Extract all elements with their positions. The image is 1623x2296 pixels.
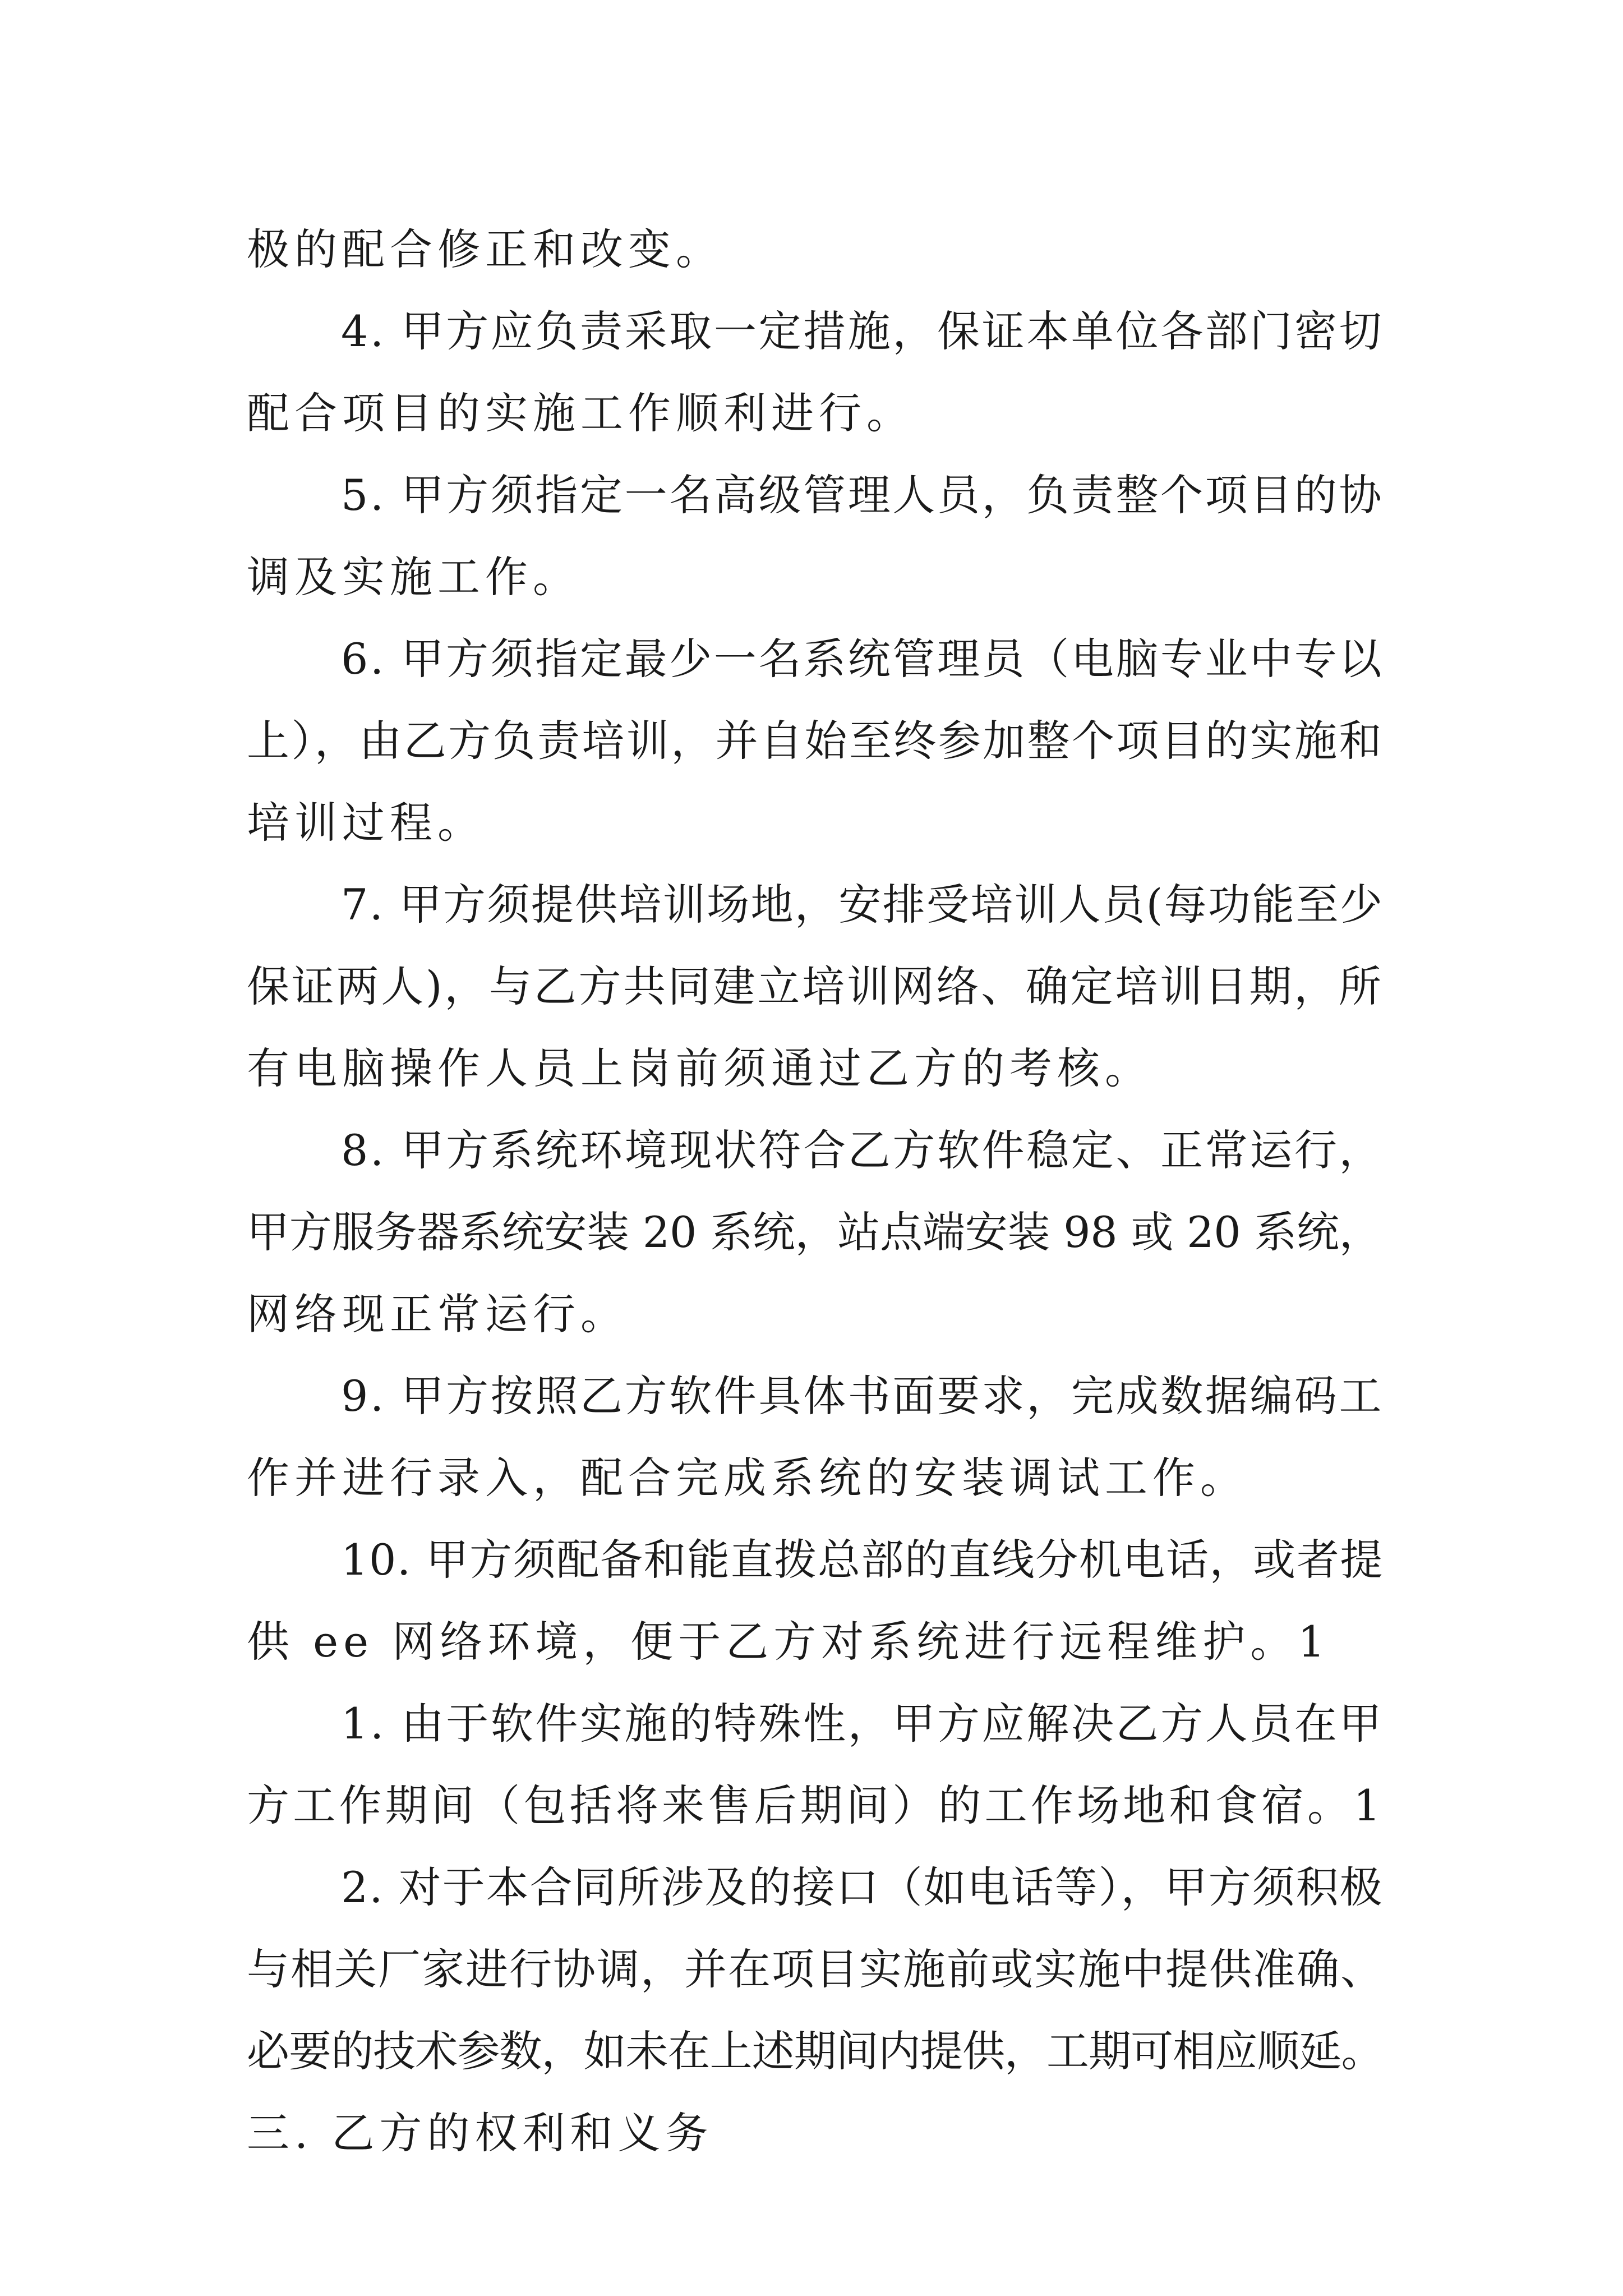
text-line: 与相关厂家进行协调，并在项目实施前或实施中提供准确、 <box>247 1944 1384 1994</box>
text-line: 9. 甲方按照乙方软件具体书面要求，完成数据编码工 <box>341 1371 1384 1421</box>
text-line: 保证两人)，与乙方共同建立培训网络、确定培训日期，所 <box>247 961 1384 1011</box>
text-line: 网络现正常运行。 <box>247 1289 628 1339</box>
text-line: 必要的技术参数，如未在上述期间内提供，工期可相应顺延。 <box>247 2026 1384 2076</box>
text-line: 8. 甲方系统环境现状符合乙方软件稳定、正常运行， <box>341 1125 1384 1175</box>
paragraph-item-11 <box>247 1683 1391 1847</box>
section-heading-text: 三. 乙方的权利和义务 <box>247 2108 713 2158</box>
text-line: 供 ee 网络环境，便于乙方对系统进行远程维护。1 <box>247 1617 1330 1667</box>
paragraph-item-8 <box>247 1110 1391 1355</box>
section-heading <box>247 2092 1391 2174</box>
paragraph-item-10 <box>247 1519 1391 1683</box>
text-line: 10. 甲方须配备和能直拨总部的直线分机电话，或者提 <box>341 1535 1384 1585</box>
text-line: 调及实施工作。 <box>247 552 580 602</box>
text-line: 配合项目的实施工作顺利进行。 <box>247 388 914 438</box>
paragraph-continuation <box>247 209 1391 291</box>
paragraph-item-6 <box>247 618 1391 864</box>
document-body <box>247 209 1391 2174</box>
text-line: 极的配合修正和改变。 <box>247 224 723 274</box>
text-line: 2. 对于本合同所涉及的接口（如电话等），甲方须积极 <box>341 1862 1384 1912</box>
text-line: 6. 甲方须指定最少一名系统管理员（电脑专业中专以 <box>341 634 1384 684</box>
paragraph-item-4 <box>247 291 1391 454</box>
text-line: 方工作期间（包括将来售后期间）的工作场地和食宿。1 <box>247 1780 1384 1830</box>
paragraph-item-5 <box>247 454 1391 618</box>
text-line: 4. 甲方应负责采取一定措施，保证本单位各部门密切 <box>341 306 1384 356</box>
text-line: 培训过程。 <box>247 798 485 848</box>
paragraph-item-12 <box>247 1847 1391 2092</box>
paragraph-item-9 <box>247 1355 1391 1519</box>
text-line: 甲方服务器系统安装 20 系统，站点端安装 98 或 20 系统， <box>247 1207 1382 1257</box>
text-line: 5. 甲方须指定一名高级管理人员，负责整个项目的协 <box>341 470 1384 520</box>
text-line: 作并进行录入，配合完成系统的安装调试工作。 <box>247 1453 1248 1503</box>
text-line: 有电脑操作人员上岗前须通过乙方的考核。 <box>247 1043 1152 1093</box>
text-line: 7. 甲方须提供培训场地，安排受培训人员(每功能至少 <box>341 880 1384 930</box>
text-line: 1. 由于软件实施的特殊性，甲方应解决乙方人员在甲 <box>341 1699 1384 1749</box>
text-line: 上），由乙方负责培训，并自始至终参加整个项目的实施和 <box>247 716 1384 766</box>
paragraph-item-7 <box>247 864 1391 1110</box>
